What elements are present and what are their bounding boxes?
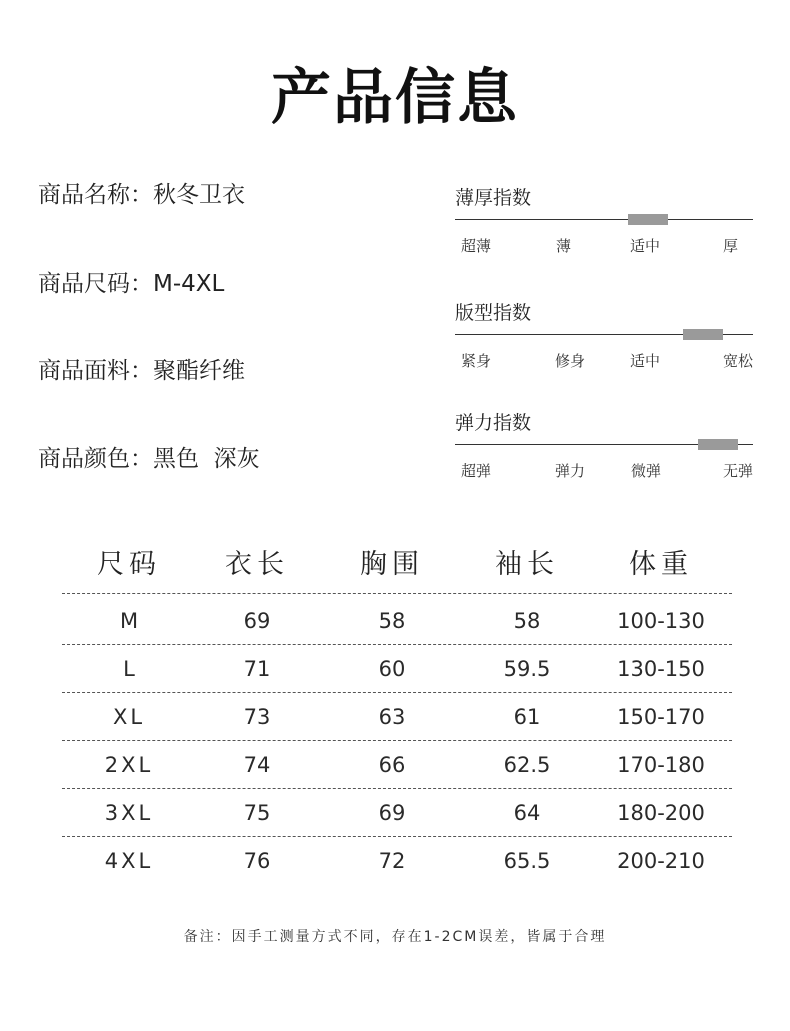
scale-label: 弹力	[555, 462, 586, 480]
table-cell: 3XL	[104, 801, 154, 825]
scale-label: 紧身	[461, 352, 492, 370]
scale-label: 修身	[555, 352, 586, 370]
info-value: 黑色 深灰	[153, 446, 260, 472]
table-cell: 74	[243, 753, 271, 777]
info-label: 商品面料：	[38, 358, 153, 384]
scale-label: 无弹	[723, 462, 754, 480]
table-cell: 60	[378, 657, 406, 681]
info-label: 商品尺码：	[38, 271, 153, 297]
table-cell: 150-170	[617, 705, 705, 729]
table-row	[62, 833, 732, 881]
scale-label: 厚	[723, 237, 739, 255]
table-cell: 2XL	[104, 753, 154, 777]
scale-title: 弹力指数	[455, 412, 532, 434]
info-value: M-4XL	[153, 271, 225, 297]
info-row-fabric	[38, 352, 245, 385]
table-cell: 65.5	[503, 849, 551, 873]
table-cell: 180-200	[617, 801, 705, 825]
scale-label: 超弹	[461, 462, 492, 480]
table-cell: M	[119, 609, 139, 633]
table-row	[62, 689, 732, 737]
table-cell: 62.5	[503, 753, 551, 777]
info-label: 商品名称：	[38, 182, 153, 208]
table-cell: 72	[378, 849, 406, 873]
table-header	[62, 543, 732, 593]
table-row	[62, 593, 732, 641]
scale-marker	[628, 214, 668, 225]
info-value: 聚酯纤维	[153, 358, 245, 384]
info-row-name	[38, 176, 245, 209]
table-cell: 61	[513, 705, 541, 729]
table-row	[62, 785, 732, 833]
header-cell: 袖长	[495, 549, 559, 580]
scale-label: 宽松	[723, 352, 754, 370]
table-cell: 100-130	[617, 609, 705, 633]
table-cell: 4XL	[104, 849, 154, 873]
scale-marker	[683, 329, 723, 340]
scale-line	[455, 219, 753, 220]
table-cell: 66	[378, 753, 406, 777]
scale-label: 微弹	[631, 462, 662, 480]
info-row-size	[38, 265, 224, 298]
scale-label: 适中	[630, 237, 661, 255]
table-cell: 76	[243, 849, 271, 873]
scale-label: 超薄	[461, 237, 492, 255]
table-cell: 58	[513, 609, 541, 633]
info-label: 商品颜色：	[38, 446, 153, 472]
scale-label: 适中	[630, 352, 661, 370]
table-cell: 200-210	[617, 849, 705, 873]
table-cell: 69	[378, 801, 406, 825]
table-cell: 69	[243, 609, 271, 633]
table-cell: 73	[243, 705, 271, 729]
table-cell: L	[123, 657, 135, 681]
table-row	[62, 737, 732, 785]
table-cell: 58	[378, 609, 406, 633]
header-cell: 体重	[629, 549, 693, 580]
scale-label: 薄	[556, 237, 572, 255]
scale-title: 版型指数	[455, 302, 532, 324]
scale-marker	[698, 439, 738, 450]
table-row	[62, 641, 732, 689]
table-cell: 64	[513, 801, 541, 825]
table-cell: 75	[243, 801, 271, 825]
table-cell: 63	[378, 705, 406, 729]
header-cell: 衣长	[225, 549, 289, 580]
page-title: 产品信息	[271, 63, 519, 133]
table-cell: 71	[243, 657, 271, 681]
table-cell: 130-150	[617, 657, 705, 681]
table-cell: 59.5	[503, 657, 551, 681]
info-row-color	[38, 440, 260, 473]
header-cell: 尺码	[97, 549, 161, 580]
header-cell: 胸围	[360, 549, 424, 580]
table-cell: XL	[112, 705, 146, 729]
size-table	[62, 543, 732, 881]
table-cell: 170-180	[617, 753, 705, 777]
scale-title: 薄厚指数	[455, 187, 532, 209]
info-value: 秋冬卫衣	[153, 182, 245, 208]
footnote: 备注：因手工测量方式不同，存在1-2CM误差，皆属于合理	[183, 929, 607, 945]
